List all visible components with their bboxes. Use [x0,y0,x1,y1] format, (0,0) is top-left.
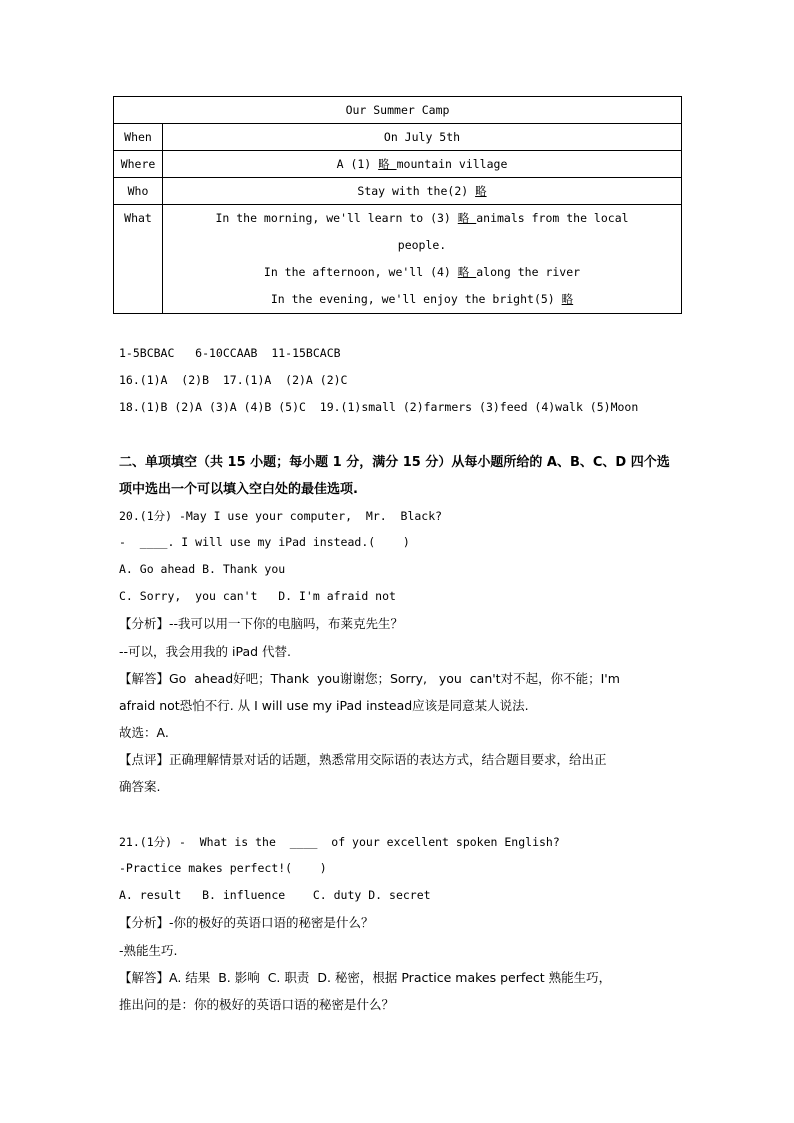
q20-analysis-2: --可以，我会用我的 iPad 代替. [119,644,291,659]
answer-blank-1: 略 [378,157,397,171]
answer-blank-4: 略 [457,265,477,279]
q21-answer-line: -Practice makes perfect!( ) [119,861,327,875]
q20-solution: 【解答】Go ahead好吧；Thank you谢谢您；Sorry, you can't对不起，你不能；I'm [119,671,620,686]
q20-comment-2: 确答案. [119,779,161,794]
row-value-when: On July 5th [163,124,682,151]
table-title: Our Summer Camp [114,97,682,124]
q20-comment: 【点评】正确理解情景对话的话题，熟悉常用交际语的表达方式，结合题目要求，给出正 [119,752,607,767]
answer-line-2: 16.(1)A (2)B 17.(1)A (2)A (2)C [119,373,348,387]
q21-analysis-2: -熟能生巧. [119,943,178,958]
what-line-2: people. [397,238,447,252]
row-value-where: A (1) 略 mountain village [163,151,682,178]
answer-blank-2: 略 [475,184,487,198]
q20-solution-2: afraid not恐怕不行. 从 I will use my iPad instead应该是同意某人说法. [119,698,529,713]
answer-line-3: 18.(1)B (2)A (3)A (4)B (5)C 19.(1)small (2)farmers (3)feed (4)walk (5)Moon [119,400,639,414]
row-key-where: Where [114,151,163,178]
q20-choice: 故选：A. [119,725,169,740]
row-key-when: When [114,124,163,151]
q21-options: A. result B. influence C. duty D. secret [119,888,431,902]
q21-analysis: 【分析】-你的极好的英语口语的秘密是什么？ [119,915,374,930]
row-key-what: What [114,205,163,314]
summer-camp-table [113,96,682,314]
row-value-who: Stay with the(2) 略 [163,178,682,205]
q21-solution-2: 推出问的是：你的极好的英语口语的秘密是什么？ [119,997,395,1012]
q20-stem: 20.(1分) -May I use your computer, Mr. Black? [119,509,443,523]
row-value-what [163,205,682,314]
what-line-4: In the evening, we'll enjoy the bright(5) 略 [270,292,574,306]
what-line-3: In the afternoon, we'll (4) 略 along the river [263,265,581,279]
q21-solution: 【解答】A. 结果 B. 影响 C. 职责 D. 秘密，根据 Practice makes perfect 熟能生巧， [119,970,612,985]
section-heading-line-2: 项中选出一个可以填入空白处的最佳选项. [119,482,358,497]
q20-options-cd: C. Sorry, you can't D. I'm afraid not [119,589,396,603]
answer-blank-3: 略 [457,211,477,225]
q20-options-ab: A. Go ahead B. Thank you [119,562,286,576]
what-line-1: In the morning, we'll learn to (3) 略 animals from the local [215,211,629,225]
row-key-who: Who [114,178,163,205]
q20-analysis: 【分析】--我可以用一下你的电脑吗，布莱克先生？ [119,616,404,631]
section-heading-line-1: 二、单项填空（共 15 小题；每小题 1 分，满分 15 分）从每小题所给的 A、B、C、D 四个选 [119,455,670,470]
answer-blank-5: 略 [561,292,574,306]
answer-line-1: 1-5BCBAC 6-10CCAAB 11-15BCACB [119,346,341,360]
q20-blank-line: - ____. I will use my iPad instead.( ) [119,535,410,549]
q21-stem: 21.(1分) - What is the ____ of your excellent spoken English? [119,835,560,849]
